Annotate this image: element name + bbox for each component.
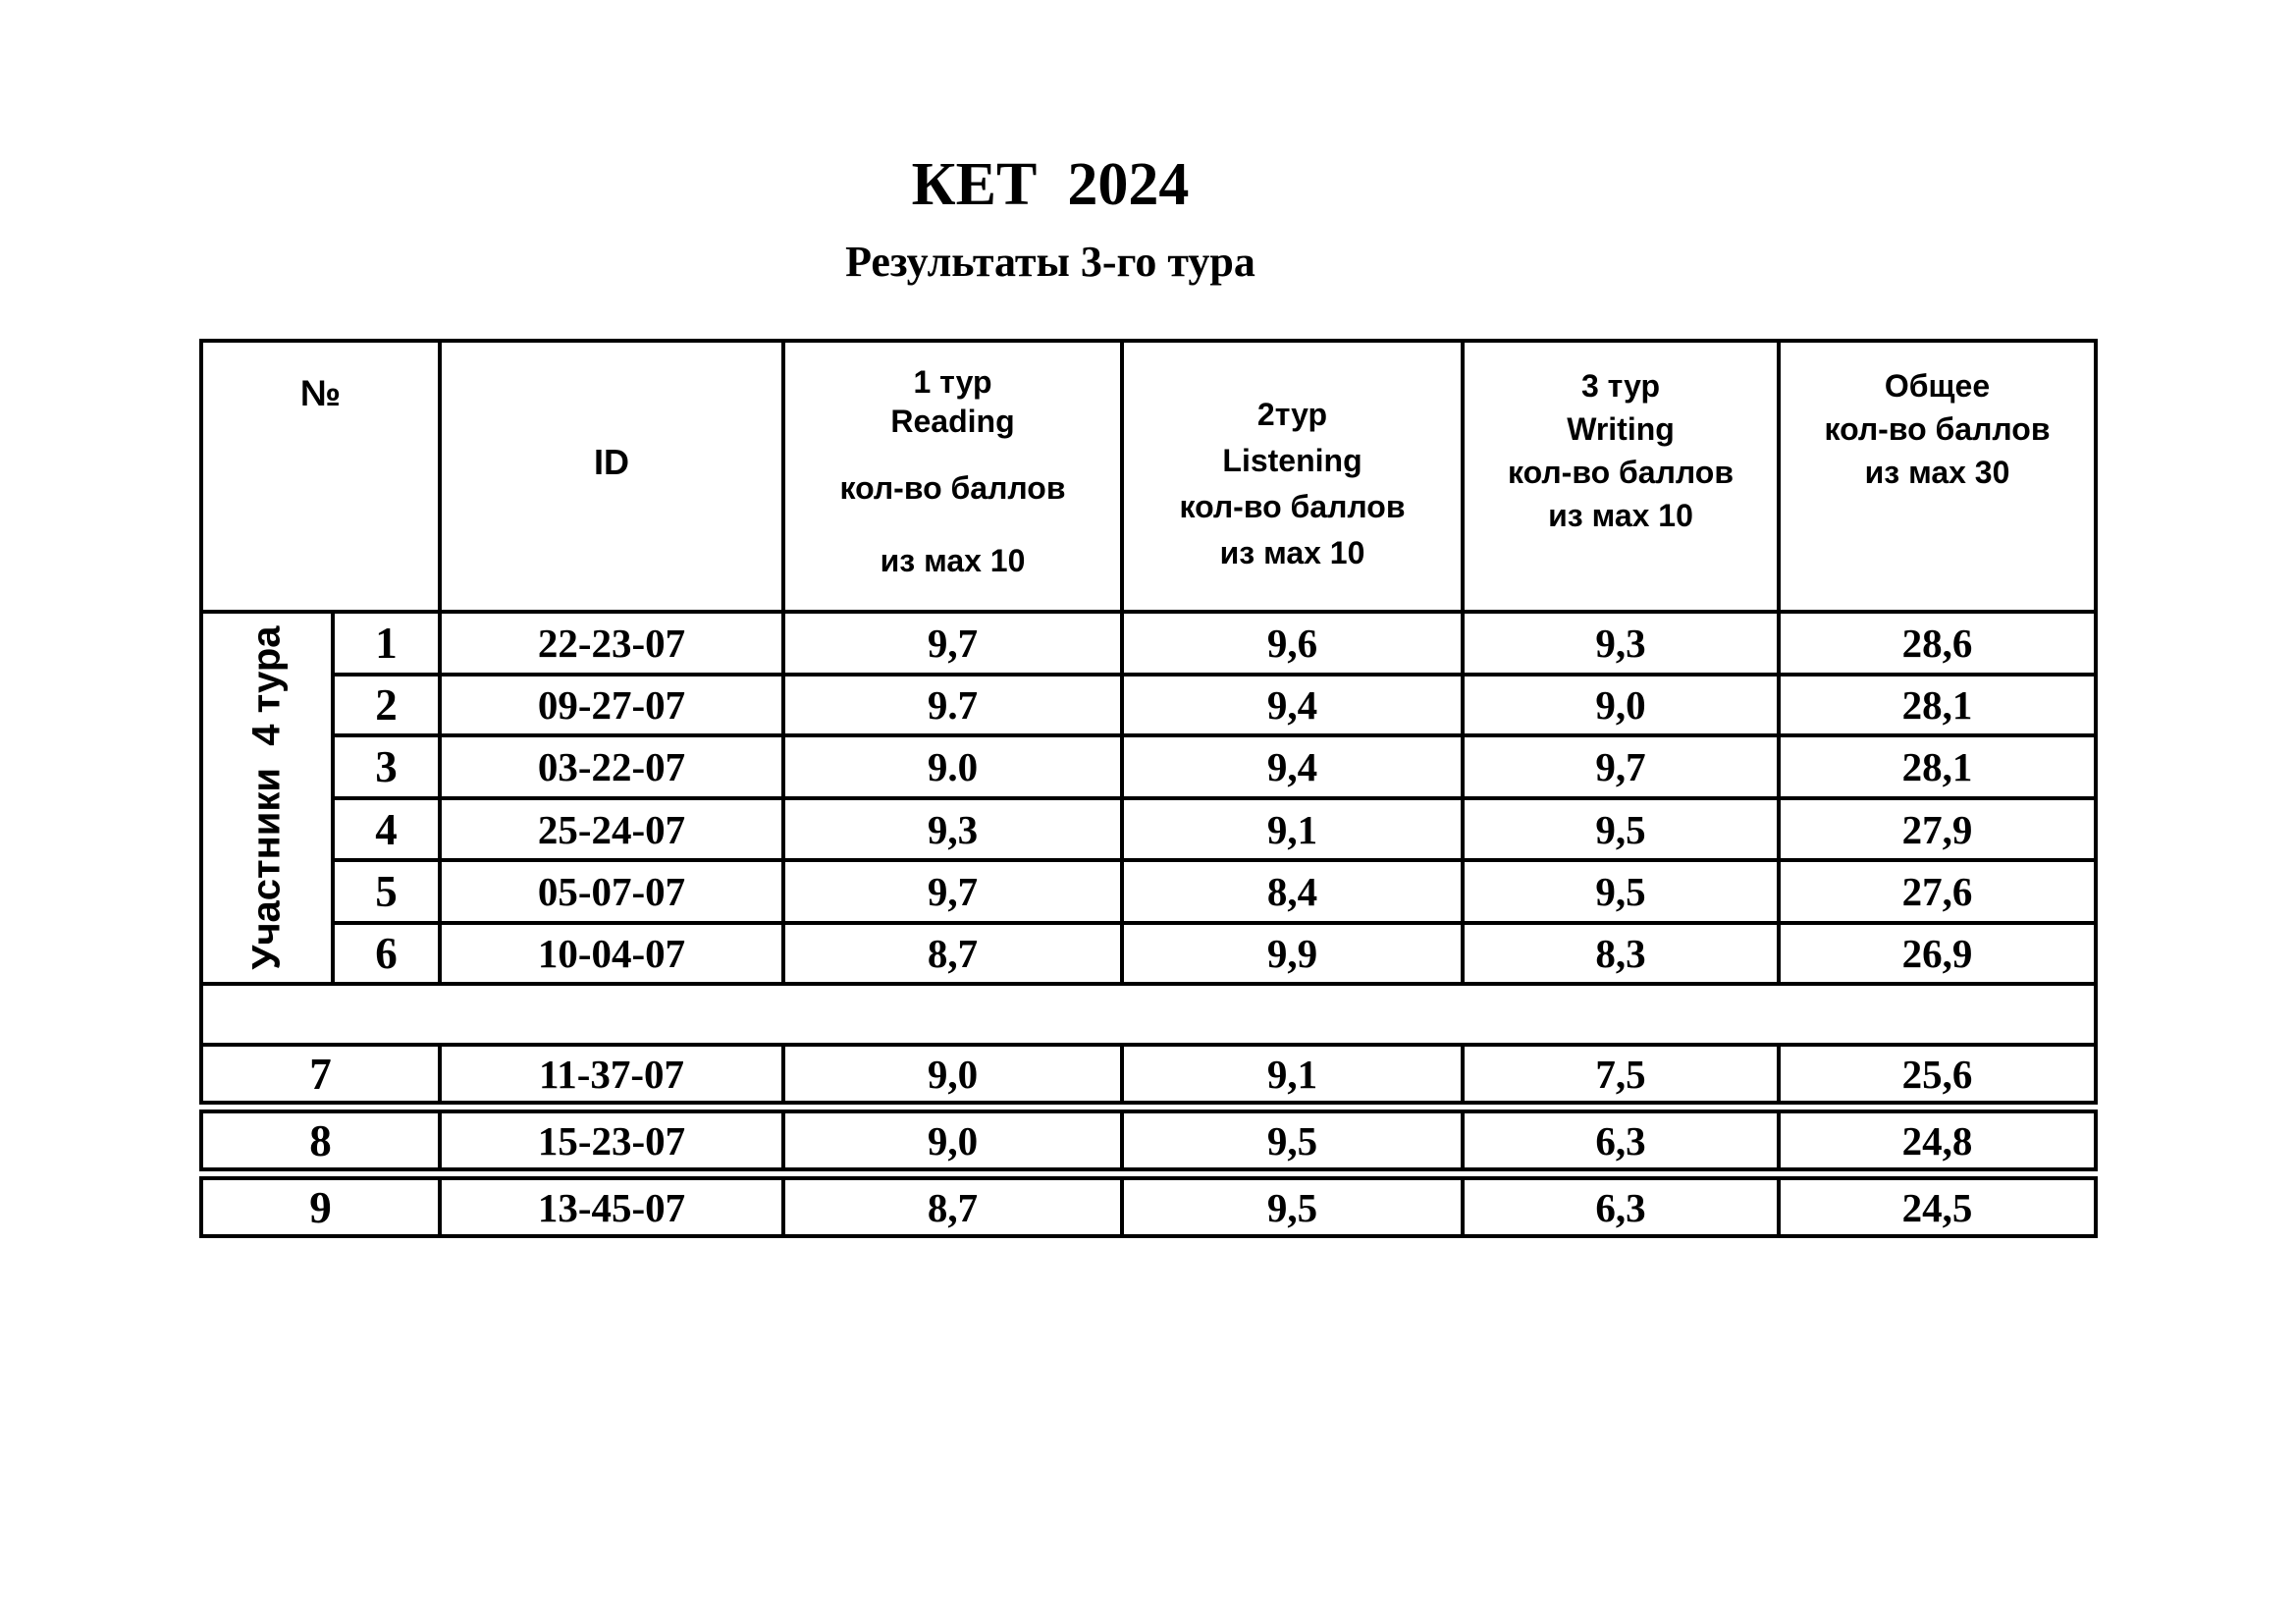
writing-score-cell: 7,5 <box>1465 1047 1781 1101</box>
header-line: кол-во баллов <box>1824 411 2051 447</box>
reading-score-cell: 9.0 <box>785 737 1124 800</box>
group-label-cell <box>203 614 335 986</box>
document-header <box>0 151 2101 287</box>
total-score-cell: 24,5 <box>1901 1184 1973 1230</box>
header-line: из мах 10 <box>880 543 1026 578</box>
reading-score-cell: 8,7 <box>785 1180 1124 1234</box>
writing-score-cell: 9,5 <box>1465 800 1781 862</box>
listening-score-cell: 9,9 <box>1124 925 1465 986</box>
header-line: Listening <box>1222 443 1362 478</box>
header-line: из мах 10 <box>1548 498 1693 533</box>
row-id-cell: 05-07-07 <box>442 862 785 925</box>
row-id-cell: 11-37-07 <box>442 1047 785 1101</box>
total-score-cell: 24,8 <box>1901 1117 1973 1164</box>
header-line: из мах 10 <box>1219 535 1365 570</box>
header-num-label: № <box>299 373 342 413</box>
reading-score-cell: 9,7 <box>785 614 1124 677</box>
row-id-cell: 13-45-07 <box>442 1180 785 1234</box>
page-title: КЕТ 2024 <box>911 151 1190 218</box>
total-score-cell: 27,6 <box>1781 862 2098 925</box>
writing-score-cell: 8,3 <box>1465 925 1781 986</box>
row-id-cell: 15-23-07 <box>442 1113 785 1167</box>
row-num-cell: 7 <box>203 1047 442 1101</box>
header-listening-cell <box>1124 343 1465 614</box>
header-line: кол-во баллов <box>1179 489 1406 524</box>
total-score-cell: 26,9 <box>1781 925 2098 986</box>
table-row-box <box>199 1176 2098 1238</box>
header-line: Reading <box>890 404 1015 439</box>
row-num-cell: 2 <box>335 677 442 737</box>
reading-score-cell: 9.7 <box>785 677 1124 737</box>
table-row-box <box>199 1043 2098 1105</box>
listening-score-cell: 9,5 <box>1124 1113 1465 1167</box>
listening-score-cell: 9,6 <box>1124 614 1465 677</box>
empty-row <box>199 986 2098 1043</box>
writing-score-cell: 6,3 <box>1465 1180 1781 1234</box>
reading-score-cell: 9,7 <box>785 862 1124 925</box>
results-table <box>199 339 2098 986</box>
total-score-cell: 28,6 <box>1781 614 2098 677</box>
page-subtitle: Результаты 3-го тура <box>845 238 1255 287</box>
writing-score-cell: 9,7 <box>1465 737 1781 800</box>
row-num-cell: 8 <box>203 1113 442 1167</box>
header-id-cell <box>442 343 785 614</box>
row-id-cell: 25-24-07 <box>442 800 785 862</box>
header-reading-cell <box>785 343 1124 614</box>
header-line: 1 тур <box>913 364 992 400</box>
listening-score-cell: 8,4 <box>1124 862 1465 925</box>
header-line: 3 тур <box>1580 368 1661 404</box>
writing-score-cell: 6,3 <box>1465 1113 1781 1167</box>
writing-score-cell: 9,0 <box>1465 677 1781 737</box>
reading-score-cell: 9,0 <box>785 1047 1124 1101</box>
listening-score-cell: 9,1 <box>1124 1047 1465 1101</box>
header-line: Writing <box>1567 411 1675 447</box>
row-id-cell: 22-23-07 <box>442 614 785 677</box>
listening-score-cell: 9,1 <box>1124 800 1465 862</box>
header-writing-cell <box>1465 343 1781 614</box>
row-num-cell: 1 <box>335 614 442 677</box>
header-line: из мах 30 <box>1864 455 2010 490</box>
row-num-cell: 3 <box>335 737 442 800</box>
writing-score-cell: 9,5 <box>1465 862 1781 925</box>
row-id-cell: 10-04-07 <box>442 925 785 986</box>
header-line: кол-во баллов <box>839 470 1066 506</box>
listening-score-cell: 9,5 <box>1124 1180 1465 1234</box>
listening-score-cell: 9,4 <box>1124 737 1465 800</box>
reading-score-cell: 9,0 <box>785 1113 1124 1167</box>
row-num-cell: 9 <box>203 1180 442 1234</box>
writing-score-cell: 9,3 <box>1465 614 1781 677</box>
row-num-cell: 6 <box>335 925 442 986</box>
header-line: 2тур <box>1256 397 1328 432</box>
total-score-cell: 28,1 <box>1781 737 2098 800</box>
listening-score-cell: 9,4 <box>1124 677 1465 737</box>
total-score-cell: 27,9 <box>1781 800 2098 862</box>
reading-score-cell: 9,3 <box>785 800 1124 862</box>
header-total-cell <box>1781 343 2098 614</box>
row-id-cell: 03-22-07 <box>442 737 785 800</box>
group-label-text: Участники 4 тура <box>244 625 289 970</box>
table-row-box <box>199 1110 2098 1171</box>
reading-score-cell: 8,7 <box>785 925 1124 986</box>
row-num-cell: 4 <box>335 800 442 862</box>
header-line: Общее <box>1884 368 1991 404</box>
row-num-cell: 5 <box>335 862 442 925</box>
total-score-cell: 25,6 <box>1901 1051 1973 1097</box>
row-id-cell: 09-27-07 <box>442 677 785 737</box>
header-id-label: ID <box>594 442 629 482</box>
header-line: кол-во баллов <box>1507 455 1735 490</box>
header-num-cell <box>203 343 442 614</box>
total-score-cell: 28,1 <box>1781 677 2098 737</box>
